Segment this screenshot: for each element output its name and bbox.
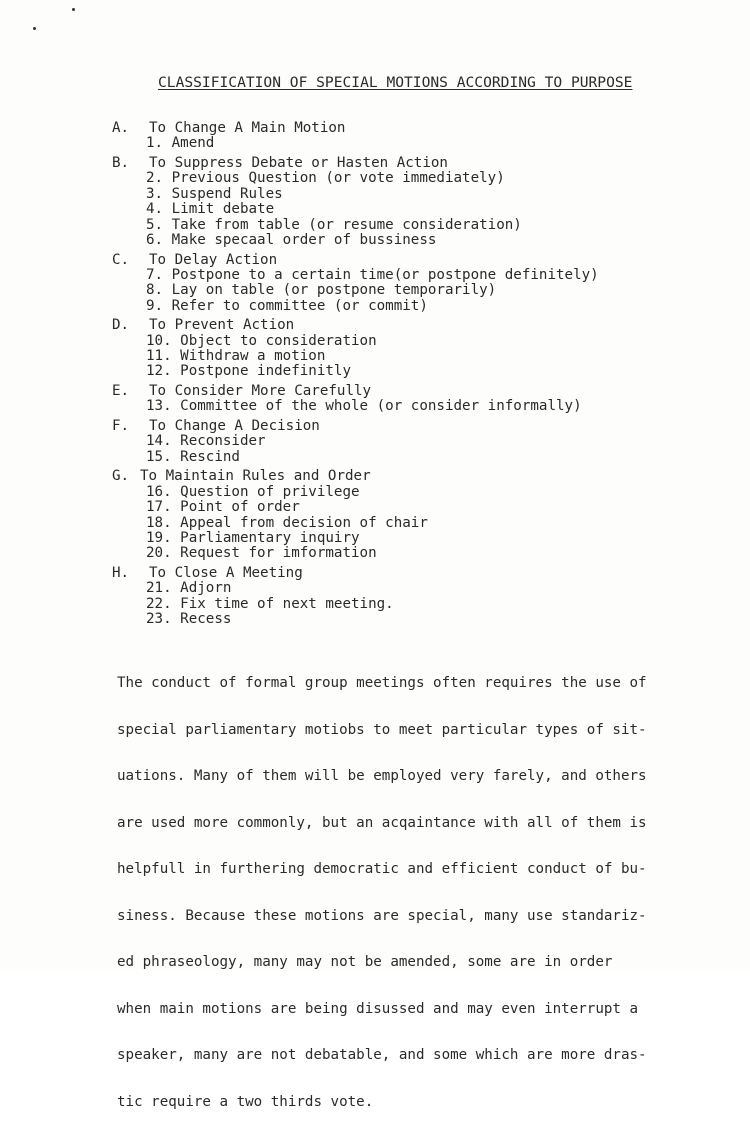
section-title: To Maintain Rules and Order bbox=[140, 468, 371, 485]
section-heading bbox=[112, 253, 732, 268]
motion-item: 11. Withdraw a motion bbox=[146, 348, 326, 365]
motion-item: 23. Recess bbox=[146, 611, 232, 628]
section-title: To Delay Action bbox=[149, 251, 278, 268]
section-heading bbox=[112, 318, 732, 333]
motion-item: 19. Parliamentary inquiry bbox=[146, 529, 360, 546]
section-heading bbox=[112, 384, 732, 399]
section-letter: G. bbox=[112, 468, 130, 485]
motion-item: 9. Refer to committee (or commit) bbox=[146, 297, 428, 314]
motion-item: 8. Lay on table (or postpone temporarily) bbox=[146, 282, 497, 299]
motion-item: 20. Request for imformation bbox=[146, 545, 377, 562]
section-title: To Consider More Carefully bbox=[149, 383, 372, 399]
motion-item: 3. Suspend Rules bbox=[146, 185, 283, 202]
motion-item: 7. Postpone to a certain time(or postpone definitely) bbox=[146, 266, 599, 283]
ink-speck bbox=[72, 8, 75, 11]
paragraph-line: ed phraseology, many may not be amended, some are in order bbox=[117, 954, 613, 970]
section-e bbox=[112, 384, 732, 415]
section-letter: F. bbox=[112, 417, 130, 434]
paragraph-line: are used more commonly, but an acqaintance with all of them is bbox=[117, 814, 647, 831]
motion-item: 18. Appeal from decision of chair bbox=[146, 514, 428, 531]
section-c bbox=[112, 253, 732, 315]
section-letter: B. bbox=[112, 154, 130, 171]
section-letter: D. bbox=[112, 317, 130, 334]
section-heading bbox=[112, 121, 732, 136]
motion-item: 21. Adjorn bbox=[146, 580, 232, 597]
motion-item: 2. Previous Question (or vote immediately) bbox=[146, 170, 505, 187]
section-letter: A. bbox=[112, 120, 130, 136]
section-letter: E. bbox=[112, 383, 130, 399]
section-heading bbox=[112, 156, 732, 171]
section-f bbox=[112, 419, 732, 465]
body-paragraph bbox=[117, 645, 732, 1141]
section-d bbox=[112, 318, 732, 380]
section-title: To Prevent Action bbox=[149, 317, 295, 334]
paragraph-line: helpfull in furthering democratic and efficient conduct of bu- bbox=[117, 861, 647, 877]
motion-item: 5. Take from table (or resume consideration) bbox=[146, 216, 522, 233]
motion-item: 22. Fix time of next meeting. bbox=[146, 595, 394, 612]
paragraph-line: special parliamentary motiobs to meet particular types of sit- bbox=[117, 721, 647, 738]
section-title: To Suppress Debate or Hasten Action bbox=[149, 154, 448, 171]
section-title: To Close A Meeting bbox=[149, 564, 303, 581]
section-title: To Change A Decision bbox=[149, 417, 320, 434]
motion-item: 6. Make specaal order of bussiness bbox=[146, 231, 437, 248]
motion-item: 12. Postpone indefinitly bbox=[146, 363, 351, 380]
section-heading bbox=[112, 469, 732, 484]
section-a bbox=[112, 121, 732, 152]
section-b bbox=[112, 156, 732, 248]
motion-item: 1. Amend bbox=[146, 135, 215, 152]
section-heading bbox=[112, 419, 732, 434]
section-letter: H. bbox=[112, 564, 130, 581]
motion-item: 16. Question of privilege bbox=[146, 483, 360, 500]
paragraph-line: The conduct of formal group meetings often requires the use of bbox=[117, 675, 647, 691]
paragraph-line: when main motions are being disussed and may even interrupt a bbox=[117, 1000, 639, 1017]
document-title: CLASSIFICATION OF SPECIAL MOTIONS ACCORDING TO PURPOSE bbox=[158, 74, 633, 91]
paragraph-line: speaker, many are not debatable, and some which are more dras- bbox=[117, 1047, 647, 1063]
section-h bbox=[112, 566, 732, 628]
section-title: To Change A Main Motion bbox=[149, 120, 346, 136]
motion-item: 10. Object to consideration bbox=[146, 332, 377, 349]
section-g bbox=[112, 469, 732, 561]
motion-item: 17. Point of order bbox=[146, 499, 300, 516]
paragraph-line: siness. Because these motions are special, many use standariz- bbox=[117, 907, 647, 924]
section-letter: C. bbox=[112, 251, 130, 268]
motion-outline bbox=[112, 121, 732, 627]
paragraph-line: uations. Many of them will be employed very farely, and others bbox=[117, 768, 647, 784]
motion-item: 15. Rescind bbox=[146, 448, 240, 465]
ink-speck bbox=[33, 27, 36, 30]
section-heading bbox=[112, 566, 732, 581]
paragraph-line: tic require a two thirds vote. bbox=[117, 1093, 374, 1110]
motion-item: 13. Committee of the whole (or consider informally) bbox=[146, 398, 582, 415]
motion-item: 4. Limit debate bbox=[146, 201, 275, 218]
motion-item: 14. Reconsider bbox=[146, 433, 266, 450]
